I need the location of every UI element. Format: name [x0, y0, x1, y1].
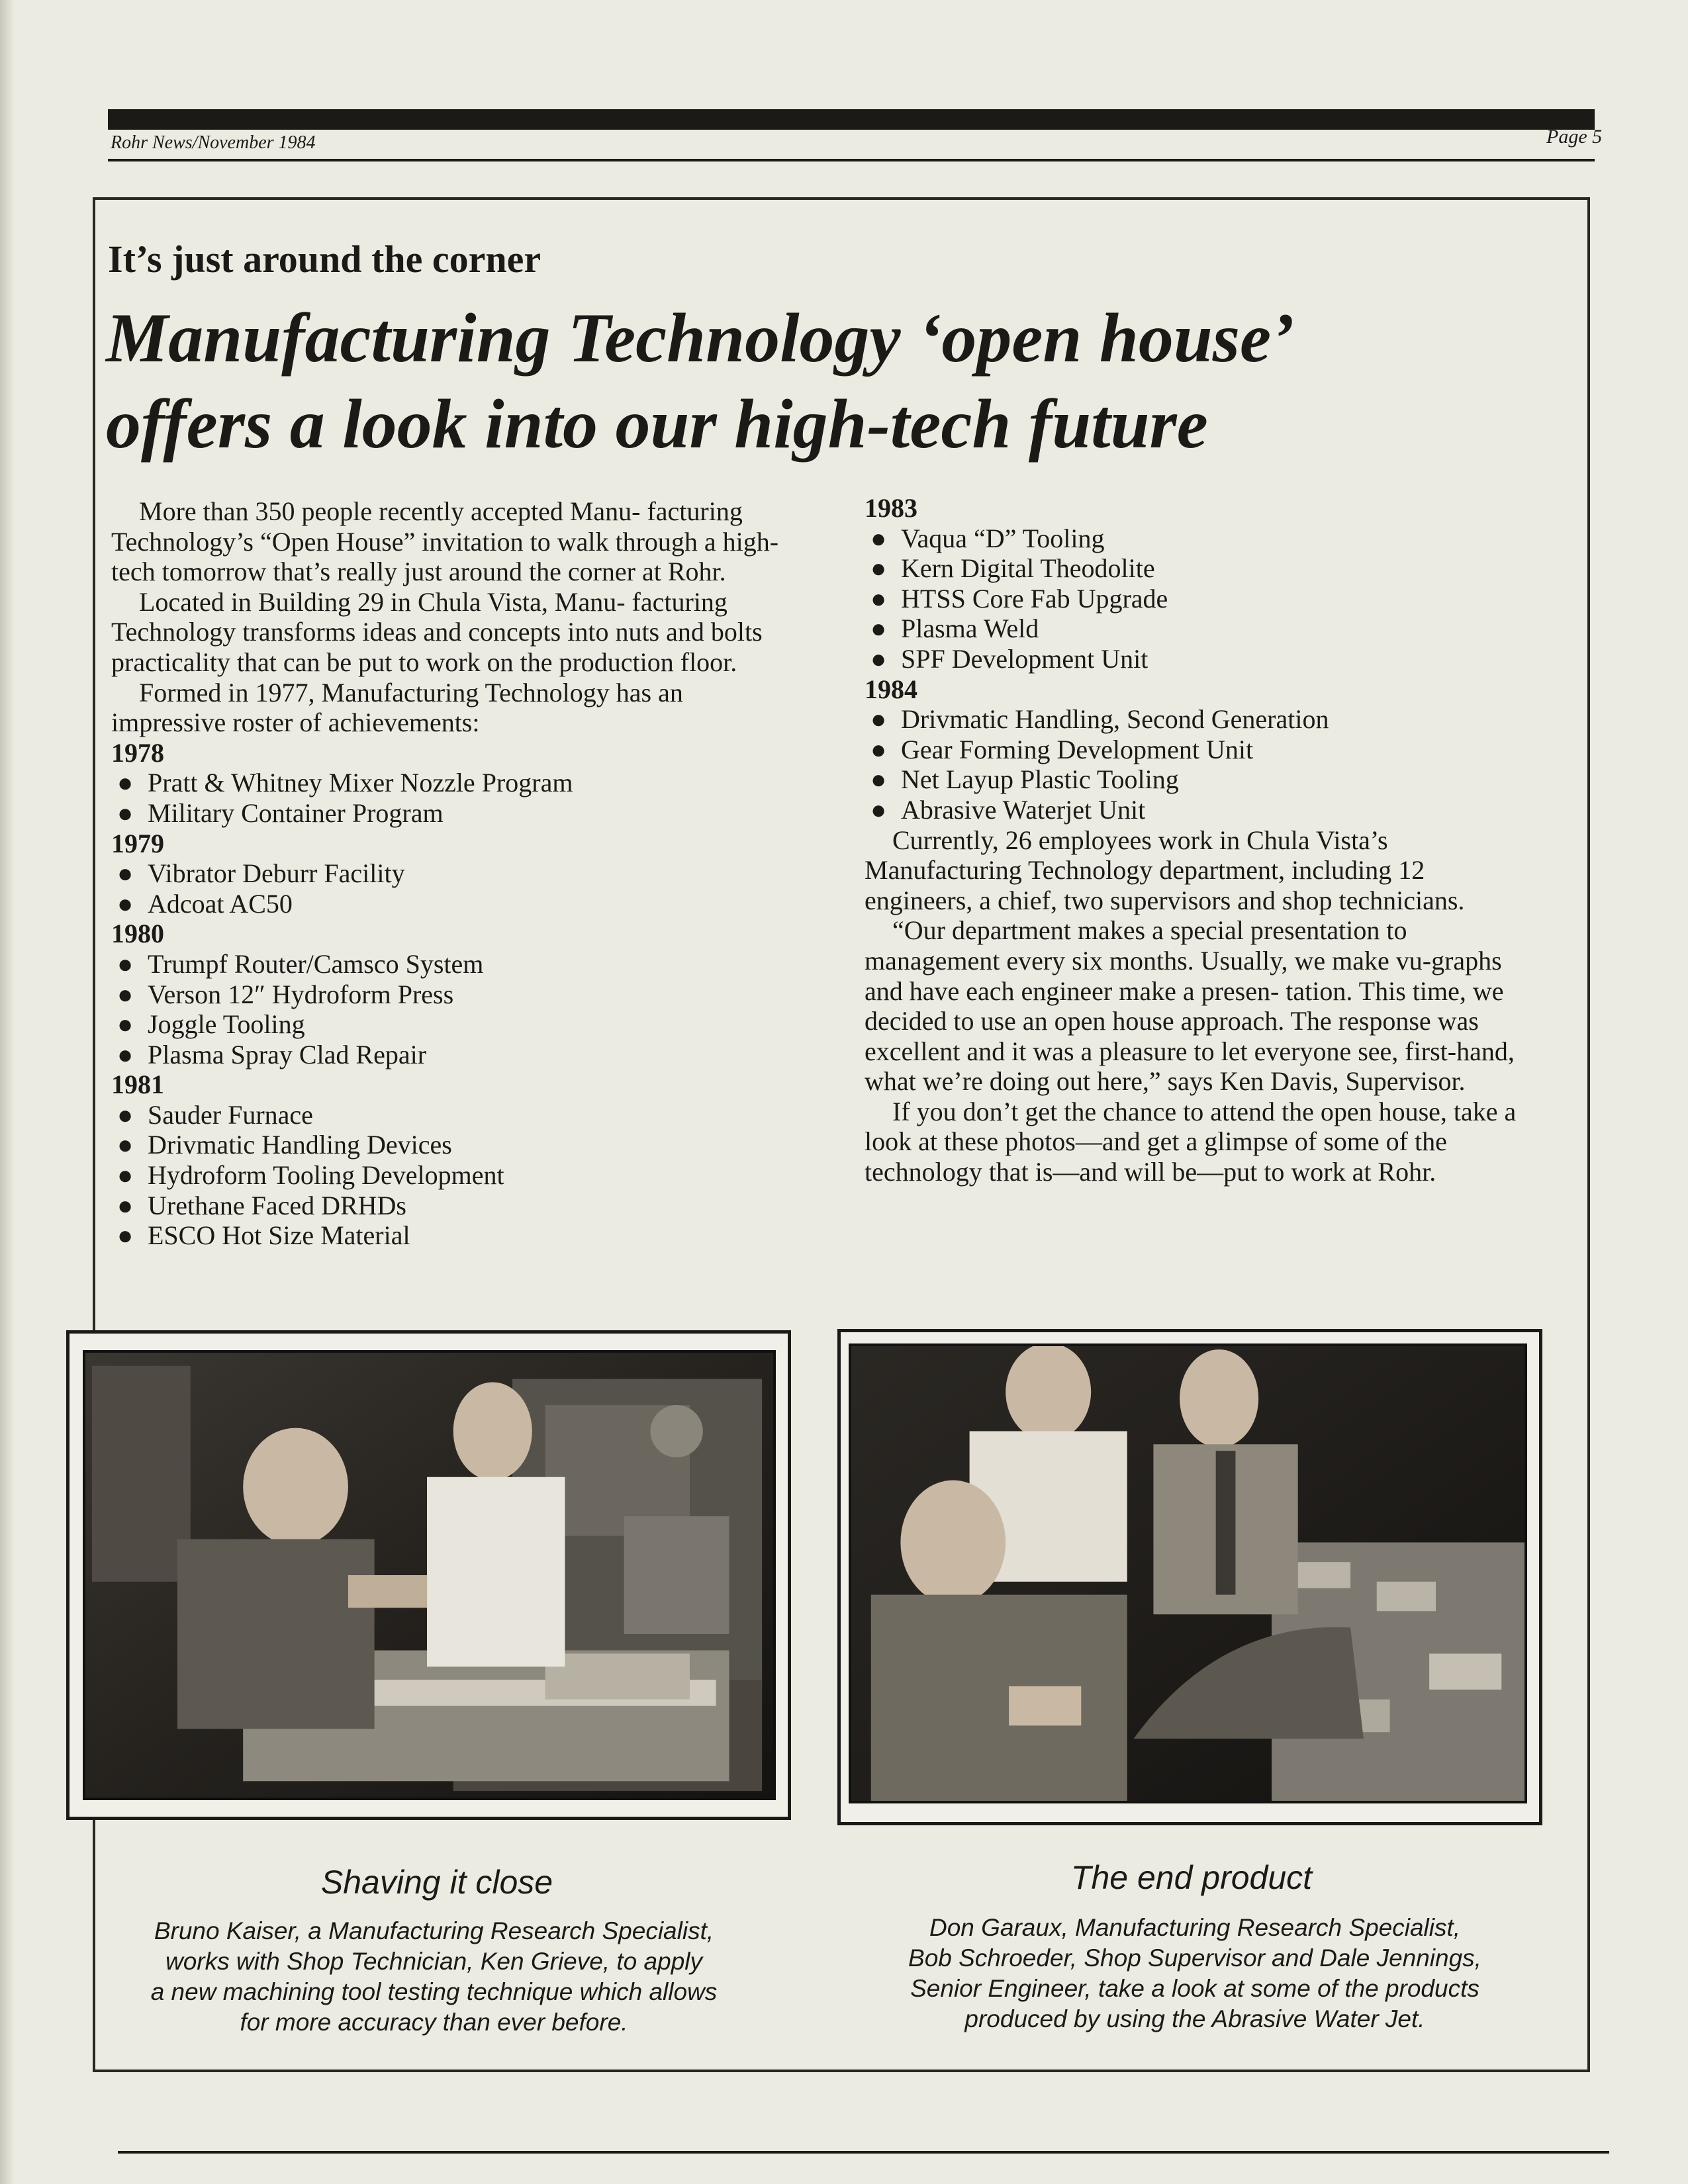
achievement-item: ● Joggle Tooling	[117, 1009, 305, 1040]
achievement-item: ● Gear Forming Development Unit	[870, 734, 1254, 764]
achievement-item: ● Abrasive Waterjet Unit	[870, 794, 1146, 825]
bullet-icon: ●	[117, 797, 134, 828]
achievement-item: ● Hydroform Tooling Development	[117, 1160, 504, 1191]
achievement-list	[865, 523, 1526, 674]
achievement-item: ● SPF Development Unit	[870, 643, 1149, 674]
photo-end-product	[849, 1343, 1527, 1803]
article-kicker: It’s just around the corner	[108, 238, 541, 281]
footer-rule	[118, 2151, 1609, 2154]
caption-line: Don Garaux, Manufacturing Research Specialist,	[929, 1914, 1461, 1941]
achievement-item: ● Military Container Program	[117, 797, 444, 828]
achievement-item: ● Sauder Furnace	[117, 1099, 313, 1130]
achievement-list	[111, 1100, 780, 1251]
body-paragraph: Formed in 1977, Manufacturing Technology has an impressive roster of achievements:	[111, 677, 683, 738]
body-paragraph: “Our department makes a special presentation to management every six months. Usually, we make vu-graphs and have each engineer make a presen- tation. This time, we decided to use an open house approach. The response was excellent and it was a pleasure to let everyone see, first-hand, what we’re doing out here,” says Ken Davis, Supervisor.	[865, 915, 1515, 1097]
bullet-icon: ●	[870, 553, 887, 584]
bullet-icon: ●	[870, 734, 887, 764]
bullet-icon: ●	[870, 523, 887, 553]
body-paragraph: If you don’t get the chance to attend the open house, take a look at these photos—and get a glimpse of some of the technology that is—and will be—put to work at Rohr.	[865, 1096, 1517, 1187]
achievement-year: 1979	[111, 828, 164, 858]
caption-line: Senior Engineer, take a look at some of the products	[910, 1975, 1479, 2002]
caption-title-right: The end product	[1070, 1859, 1313, 1896]
caption-line: produced by using the Abrasive Water Jet.	[964, 2005, 1425, 2032]
bullet-icon: ●	[870, 583, 887, 614]
achievement-item: ● Net Layup Plastic Tooling	[870, 764, 1179, 795]
bullet-icon: ●	[870, 704, 887, 735]
caption-line: a new machining tool testing technique which allows	[150, 1978, 718, 2005]
bullet-icon: ●	[117, 1130, 134, 1160]
achievement-item: ● ESCO Hot Size Material	[117, 1220, 410, 1251]
running-head-publication: Rohr News/November 1984	[111, 132, 316, 153]
achievement-item: ● Pratt & Whitney Mixer Nozzle Program	[117, 768, 573, 798]
achievement-item: ● Trumpf Router/Camsco System	[117, 948, 484, 979]
article-column-right	[865, 493, 1526, 1187]
headline-line: offers a look into our high-tech future	[106, 385, 1208, 463]
achievement-year: 1984	[865, 674, 917, 704]
caption-line: Bruno Kaiser, a Manufacturing Research Specialist,	[154, 1917, 714, 1944]
achievement-list	[111, 949, 780, 1069]
bullet-icon: ●	[117, 1039, 134, 1069]
achievement-item: ● Vibrator Deburr Facility	[117, 858, 405, 889]
body-paragraph: Located in Building 29 in Chula Vista, Manu- facturing Technology transforms ideas and concepts into nuts and bolts practicality that can be put to work on the production floor.	[111, 586, 763, 677]
bullet-icon: ●	[870, 643, 887, 674]
caption-line: works with Shop Technician, Ken Grieve, to apply	[165, 1948, 702, 1975]
achievement-item: ● Kern Digital Theodolite	[870, 553, 1155, 584]
caption-line: for more accuracy than ever before.	[240, 2009, 628, 2036]
photo-machining-test-image	[85, 1353, 773, 1797]
bullet-icon: ●	[870, 764, 887, 795]
photo-machining-test	[83, 1350, 776, 1800]
page-number: Page 5	[1546, 126, 1603, 148]
bullet-icon: ●	[117, 858, 134, 889]
achievement-list	[111, 858, 780, 919]
achievement-year: 1981	[111, 1069, 164, 1100]
achievement-item: ● Verson 12″ Hydroform Press	[117, 979, 454, 1009]
bullet-icon: ●	[117, 1099, 134, 1130]
body-paragraph: More than 350 people recently accepted Manu- facturing Technology’s “Open House” invitation to walk through a high-tech tomorrow that’s really just around the corner at Rohr.	[111, 496, 779, 587]
binding-shadow	[0, 0, 15, 2184]
achievement-year: 1983	[865, 493, 917, 523]
achievement-item: ● Plasma Spray Clad Repair	[117, 1039, 427, 1069]
bullet-icon: ●	[117, 1160, 134, 1191]
photo-end-product-image	[851, 1346, 1524, 1801]
bullet-icon: ●	[870, 614, 887, 644]
bullet-icon: ●	[117, 1009, 134, 1040]
achievement-list	[865, 704, 1526, 825]
achievement-list	[111, 768, 780, 828]
article-column-left	[111, 496, 780, 1251]
bullet-icon: ●	[117, 768, 134, 798]
bullet-icon: ●	[870, 794, 887, 825]
achievement-item: ● Drivmatic Handling Devices	[117, 1130, 452, 1160]
bullet-icon: ●	[117, 979, 134, 1009]
bullet-icon: ●	[117, 888, 134, 919]
achievement-item: ● Plasma Weld	[870, 614, 1039, 644]
bullet-icon: ●	[117, 1220, 134, 1251]
achievement-year: 1978	[111, 737, 164, 768]
bullet-icon: ●	[117, 948, 134, 979]
achievement-item: ● Drivmatic Handling, Second Generation	[870, 704, 1329, 735]
achievement-item: ● Vaqua “D” Tooling	[870, 523, 1105, 553]
caption-text-right	[834, 1913, 1556, 2034]
caption-line: Bob Schroeder, Shop Supervisor and Dale Jennings,	[908, 1944, 1481, 1972]
header-rule	[108, 159, 1595, 161]
caption-text-left	[71, 1916, 796, 2038]
achievement-item: ● Urethane Faced DRHDs	[117, 1190, 406, 1220]
achievement-year: 1980	[111, 919, 164, 949]
header-bar	[108, 109, 1595, 130]
headline-line: Manufacturing Technology ‘open house’	[106, 299, 1295, 377]
article-headline	[106, 295, 1294, 467]
bullet-icon: ●	[117, 1190, 134, 1220]
achievement-item: ● Adcoat AC50	[117, 888, 293, 919]
achievement-item: ● HTSS Core Fab Upgrade	[870, 583, 1168, 614]
body-paragraph: Currently, 26 employees work in Chula Vista’s Manufacturing Technology department, including 12 engineers, a chief, two supervisors and shop technicians.	[865, 825, 1465, 915]
caption-title-left: Shaving it close	[320, 1864, 553, 1901]
